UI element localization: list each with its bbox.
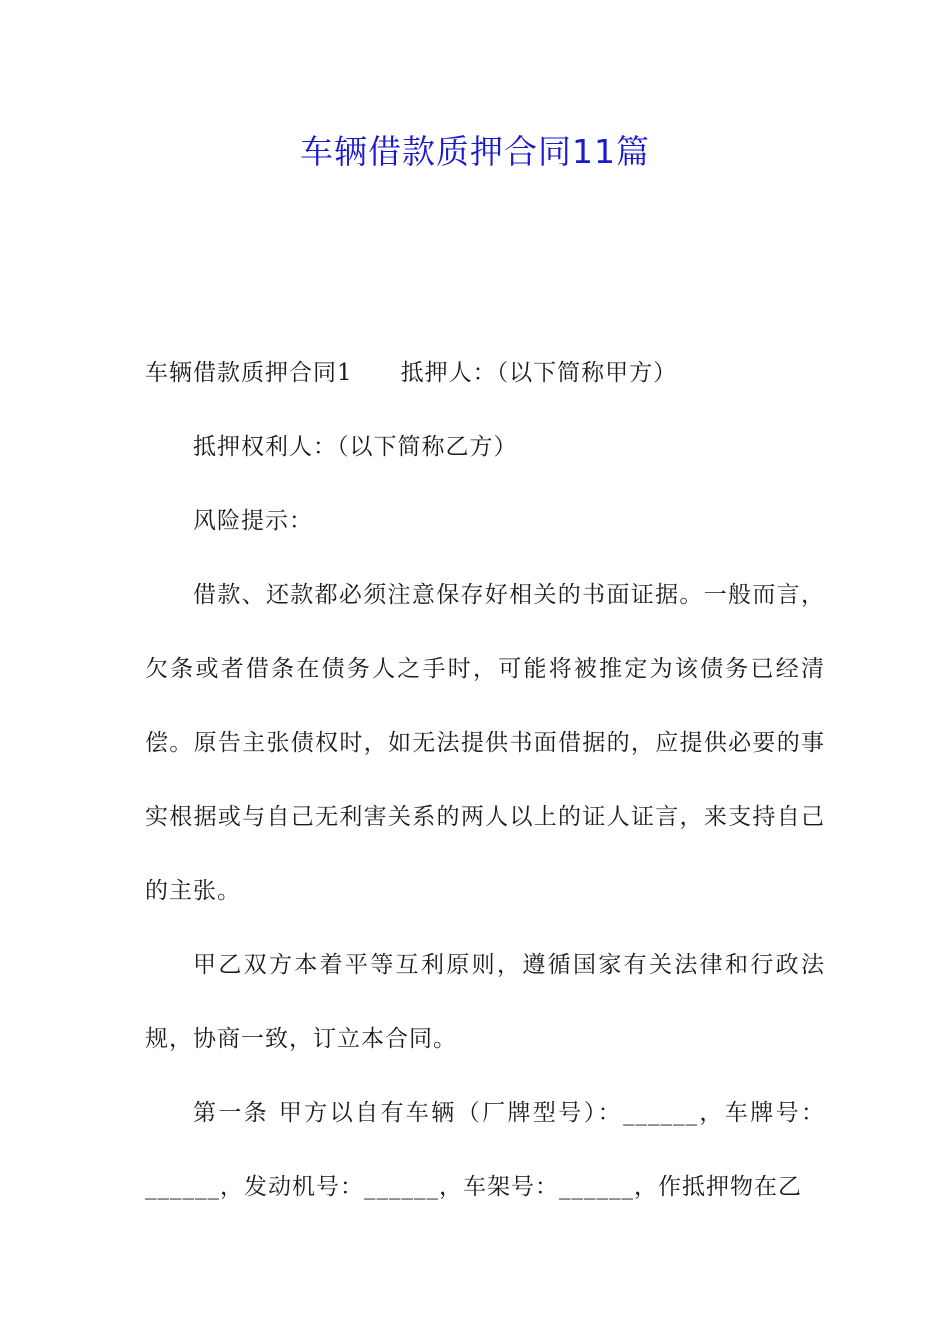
document-body bbox=[145, 336, 825, 1224]
first-line bbox=[145, 336, 825, 410]
document-title: 车辆借款质押合同11篇 bbox=[300, 132, 650, 171]
mortgagor-line: 抵押人：（以下简称甲方） bbox=[400, 360, 678, 386]
risk-paragraph: 借款、还款都必须注意保存好相关的书面证据。一般而言，欠条或者借条在债务人之手时，可能将被推定为该债务已经清偿。原告主张债权时，如无法提供书面借据的，应提供必要的事实根据或与自己无利害关系的两人以上的证人证言，来支持自己的主张。 bbox=[145, 582, 825, 904]
article-one-paragraph: 第一条 甲方以自有车辆（厂牌型号）：______，车牌号：______，发动机号：______，车架号：______，作抵押物在乙 bbox=[145, 1100, 825, 1200]
mortgagee-line: 抵押权利人：（以下简称乙方） bbox=[193, 434, 518, 460]
contract-subheading: 车辆借款质押合同1 bbox=[145, 360, 353, 386]
risk-heading: 风险提示： bbox=[193, 508, 313, 534]
principle-paragraph: 甲乙双方本着平等互利原则，遵循国家有关法律和行政法规，协商一致，订立本合同。 bbox=[145, 952, 825, 1052]
